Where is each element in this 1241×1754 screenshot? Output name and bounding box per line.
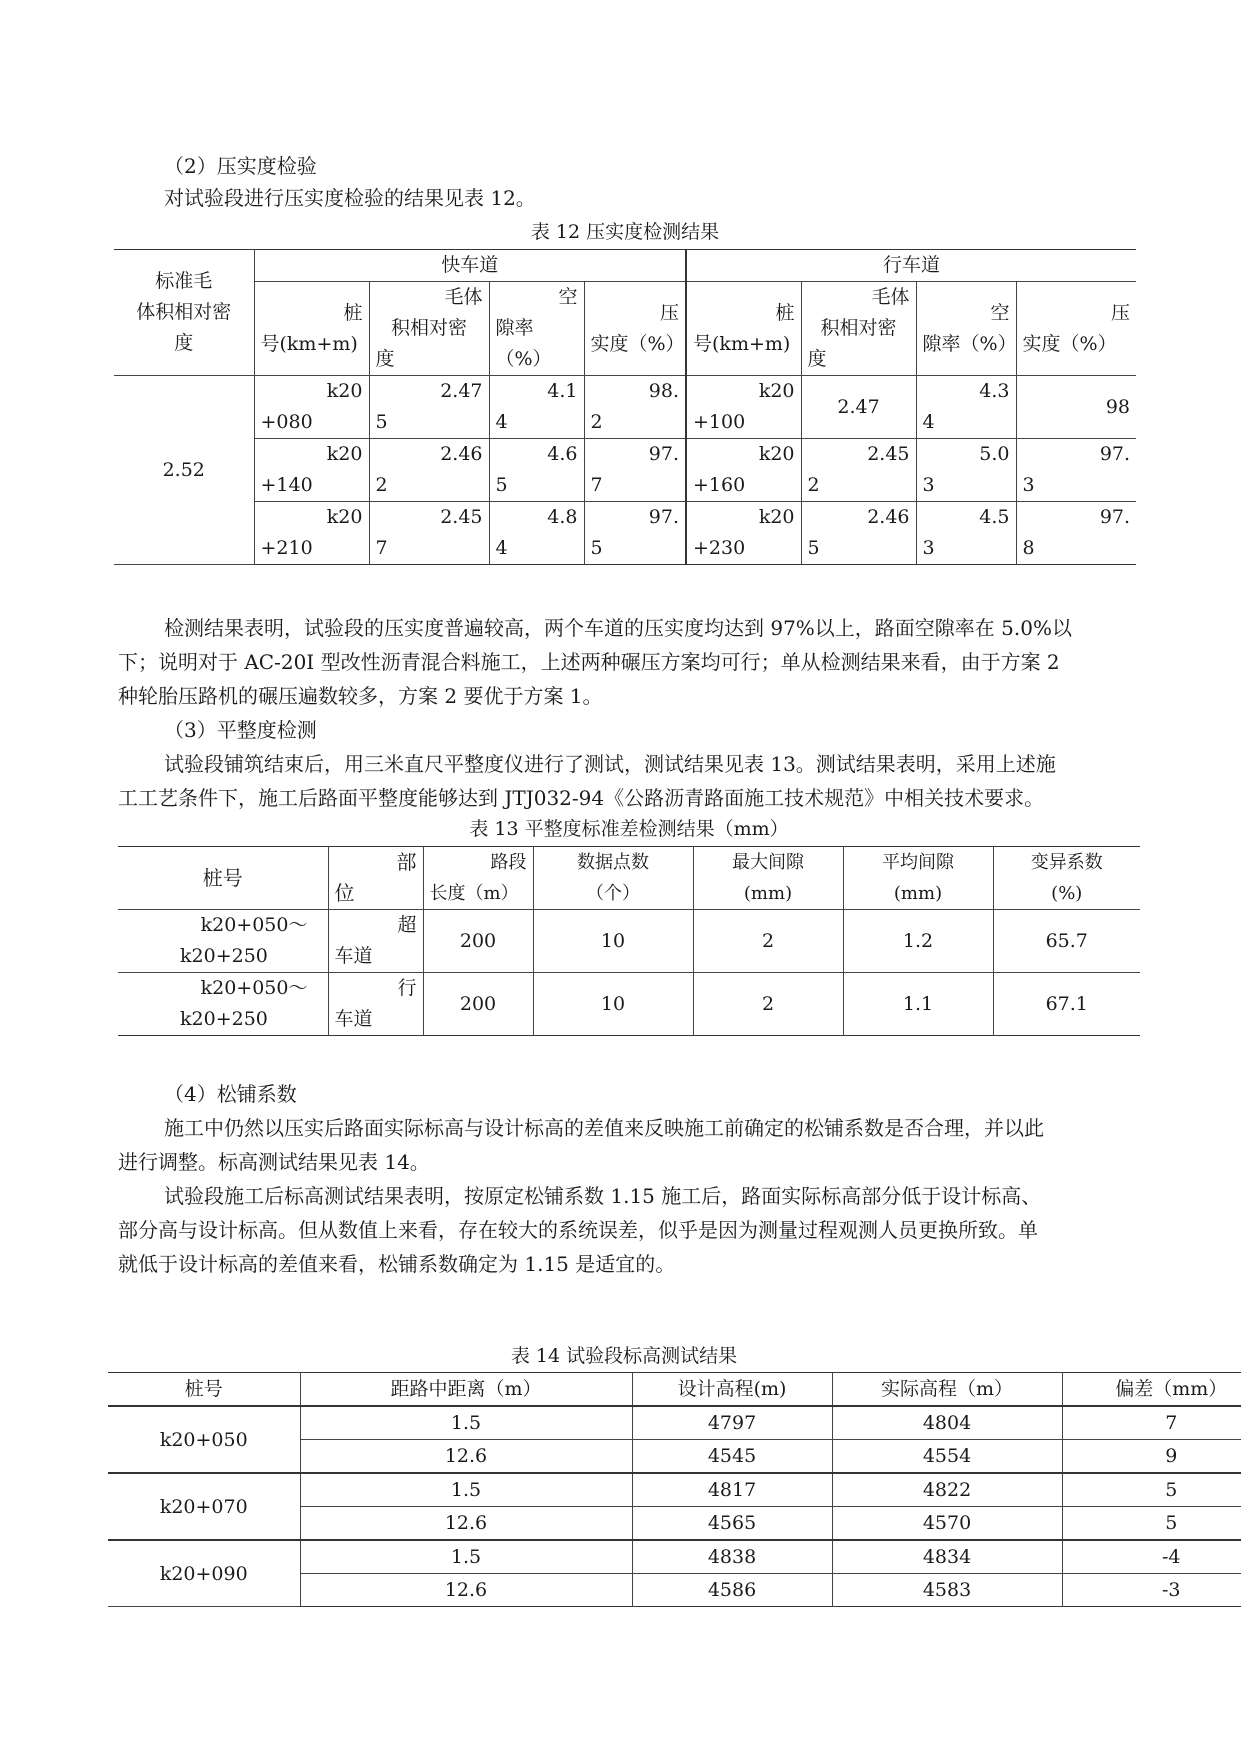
table13-header-position: 部 位 [328,847,423,910]
table14-cell: 5 [1062,1473,1241,1507]
table14-cell: 12.6 [300,1440,632,1474]
table12-cell: k20 +100 [686,376,801,439]
table14-cell: 1.5 [300,1540,632,1574]
table12-cell: 2.47 5 [369,376,489,439]
table13-header-cv: 变异系数 (%) [993,847,1140,910]
table12-subheader-density: 毛体 积相对密 度 [369,282,489,376]
table14-cell: 4583 [832,1574,1062,1607]
table14-header-actual-elevation: 实际高程（m） [832,1373,1062,1407]
table12-density-header: 标准毛 体积相对密 度 [114,250,254,376]
table14-cell-stake: k20+070 [108,1473,300,1540]
paragraph-line: 试验段施工后标高测试结果表明，按原定松铺系数 1.15 施工后，路面实际标高部分低于设计标高、 [164,1184,1042,1208]
table12-cell: 2.47 [801,376,916,439]
table12-subheader-stake: 桩 号(km+m) [686,282,801,376]
table14-cell-stake: k20+090 [108,1540,300,1607]
paragraph-line: 检测结果表明，试验段的压实度普遍较高，两个车道的压实度均达到 97%以上，路面空隙率在 5.0%以 [164,616,1072,640]
table12-subheader-stake: 桩 号(km+m) [254,282,369,376]
table12-subheader-voids: 空 隙率（%） [489,282,584,376]
section-heading-compaction: （2）压实度检验 [164,154,317,178]
paragraph-line: 工工艺条件下，施工后路面平整度能够达到 JTJ032-94《公路沥青路面施工技术规范》中相关技术要求。 [118,786,1045,810]
table12-cell: 97. 8 [1016,502,1136,565]
table14-cell: 5 [1062,1507,1241,1541]
table14-cell: -4 [1062,1540,1241,1574]
table-row [118,910,1140,973]
table14-cell: -3 [1062,1574,1241,1607]
table14-cell: 4545 [632,1440,832,1474]
table12-cell: 2.46 2 [369,439,489,502]
paragraph-line: 下；说明对于 AC-20I 型改性沥青混合料施工，上述两种碾压方案均可行；单从检测结果来看，由于方案 2 [118,650,1060,674]
table13-header-points: 数据点数 （个） [533,847,693,910]
table13-cell: 200 [423,910,533,973]
table12-cell: 97. 7 [584,439,686,502]
table13-cell: 65.7 [993,910,1140,973]
section-intro-compaction: 对试验段进行压实度检验的结果见表 12。 [164,186,536,210]
table12-cell: 2.45 7 [369,502,489,565]
table14-cell: 1.5 [300,1406,632,1440]
table13-cell: 1.2 [843,910,993,973]
table12-cell: 2.46 5 [801,502,916,565]
paragraph-line: 部分高与设计标高。但从数值上来看，存在较大的系统误差，似乎是因为测量过程观测人员更换所致。单 [118,1218,1038,1242]
table12-subheader-compaction: 压 实度（%） [1016,282,1136,376]
table12-cell: 97. 3 [1016,439,1136,502]
table13-cell-lane: 行 车道 [328,973,423,1036]
table-row [108,1540,1241,1574]
table-row [114,439,1136,502]
table12-header-row-1 [114,250,1136,282]
table13-cell-lane: 超 车道 [328,910,423,973]
paragraph-line: 进行调整。标高测试结果见表 14。 [118,1150,430,1174]
table14-cell: 9 [1062,1440,1241,1474]
table12-compaction-results [114,249,1136,565]
table13-cell: 2 [693,973,843,1036]
table12-cell: k20 +210 [254,502,369,565]
paragraph-line: 就低于设计标高的差值来看，松铺系数确定为 1.15 是适宜的。 [118,1252,676,1276]
table12-group-fast-lane: 快车道 [254,250,686,282]
paragraph-line: 施工中仍然以压实后路面实际标高与设计标高的差值来反映施工前确定的松铺系数是否合理，并以此 [164,1116,1044,1140]
table13-cell: 10 [533,910,693,973]
table12-standard-density: 2.52 [114,376,254,565]
table14-cell: 7 [1062,1406,1241,1440]
table13-flatness-results [118,846,1140,1036]
table14-header-stake: 桩号 [108,1373,300,1407]
table14-cell: 12.6 [300,1574,632,1607]
table14-caption: 表 14 试验段标高测试结果 [510,1345,738,1367]
table14-cell: 4838 [632,1540,832,1574]
table14-cell: 4554 [832,1440,1062,1474]
table12-subheader-compaction: 压 实度（%） [584,282,686,376]
table12-cell: k20 +080 [254,376,369,439]
table12-group-driving-lane: 行车道 [686,250,1136,282]
table13-header-avg-gap: 平均间隙 (mm) [843,847,993,910]
table13-cell: 10 [533,973,693,1036]
table13-header-length: 路段 长度（m） [423,847,533,910]
table12-subheader-voids: 空 隙率（%） [916,282,1016,376]
table-row [108,1473,1241,1507]
table12-cell: k20 +140 [254,439,369,502]
table14-header-deviation: 偏差（mm） [1062,1373,1241,1407]
table12-caption: 表 12 压实度检测结果 [530,221,720,243]
table13-cell: 67.1 [993,973,1140,1036]
table12-cell: k20 +230 [686,502,801,565]
table14-cell: 4822 [832,1473,1062,1507]
table12-subheader-density: 毛体 积相对密 度 [801,282,916,376]
table14-cell: 4797 [632,1406,832,1440]
paragraph-line: 试验段铺筑结束后，用三米直尺平整度仪进行了测试，测试结果见表 13。测试结果表明，采用上述施 [164,752,1056,776]
table12-cell: 98. 2 [584,376,686,439]
table12-header-row-2 [114,282,1136,376]
table13-header-stake: 桩号 [118,847,328,910]
table12-cell: 4.3 4 [916,376,1016,439]
table12-cell: 4.1 4 [489,376,584,439]
table12-cell: k20 +160 [686,439,801,502]
table14-cell: 4817 [632,1473,832,1507]
table14-elevation-results [108,1372,1241,1607]
table13-cell: 200 [423,973,533,1036]
table12-cell: 4.5 3 [916,502,1016,565]
table-row [118,973,1140,1036]
table12-cell: 98 [1016,376,1136,439]
table12-cell: 2.45 2 [801,439,916,502]
section-heading-flatness: （3）平整度检测 [164,718,317,742]
table14-cell: 12.6 [300,1507,632,1541]
table14-header-design-elevation: 设计高程(m) [632,1373,832,1407]
table12-cell: 4.8 4 [489,502,584,565]
section-heading-loose-coefficient: （4）松铺系数 [164,1082,297,1106]
table13-cell: 1.1 [843,973,993,1036]
table14-cell-stake: k20+050 [108,1406,300,1473]
table-row [114,376,1136,439]
table14-cell: 4570 [832,1507,1062,1541]
table13-cell-stake: k20+050～ k20+250 [118,973,328,1036]
table-row [114,502,1136,565]
table13-header-row [118,847,1140,910]
table14-cell: 1.5 [300,1473,632,1507]
table14-cell: 4804 [832,1406,1062,1440]
table12-cell: 5.0 3 [916,439,1016,502]
table-row [108,1406,1241,1440]
table14-cell: 4565 [632,1507,832,1541]
table13-header-max-gap: 最大间隙 (mm) [693,847,843,910]
table13-cell: 2 [693,910,843,973]
table13-caption: 表 13 平整度标准差检测结果（mm） [469,818,789,840]
paragraph-line: 种轮胎压路机的碾压遍数较多，方案 2 要优于方案 1。 [118,684,603,708]
table12-cell: 4.6 5 [489,439,584,502]
table13-cell-stake: k20+050～ k20+250 [118,910,328,973]
table14-header-row [108,1373,1241,1407]
table14-cell: 4586 [632,1574,832,1607]
table14-header-distance: 距路中距离（m） [300,1373,632,1407]
table12-cell: 97. 5 [584,502,686,565]
table14-cell: 4834 [832,1540,1062,1574]
